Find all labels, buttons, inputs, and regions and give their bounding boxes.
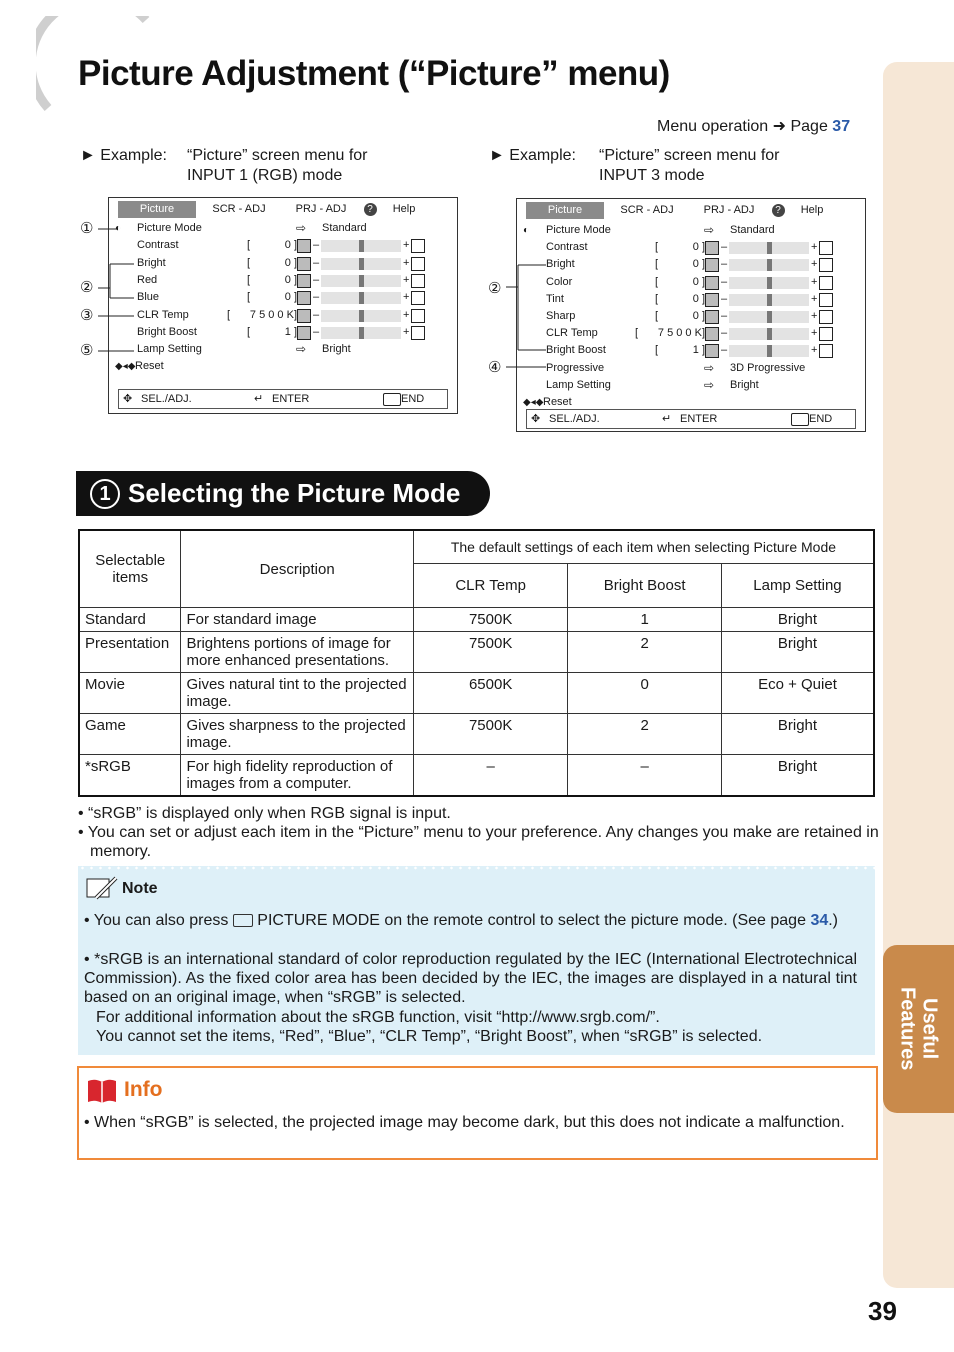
- osd-rgb-footer: [118, 389, 448, 409]
- example-input3-caption: [489, 146, 780, 184]
- item-cell: Presentation: [79, 632, 181, 673]
- help-icon: ?: [768, 202, 788, 219]
- osd-row[interactable]: [517, 378, 865, 395]
- lamp-setting-cell: Eco + Quiet: [721, 673, 874, 714]
- example-rgb-prefix: ► Example:: [80, 147, 167, 164]
- table-row: [79, 755, 874, 797]
- osd-input3-callout-lines: [504, 230, 548, 370]
- row-icon: ◐: [523, 225, 530, 236]
- osd-input3-footer: [526, 409, 856, 429]
- osd-rgb-tab-scr-adj[interactable]: SCR - ADJ: [212, 203, 266, 215]
- osd-input3-footer-enter: ENTER: [680, 413, 718, 425]
- osd-rgb-callout-lines: [96, 220, 136, 360]
- table-head-selectable: Selectable items: [79, 530, 181, 608]
- row-minus: –: [721, 241, 728, 254]
- item-cell: *sRGB: [79, 755, 181, 797]
- osd-row[interactable]: [517, 309, 865, 326]
- note-p3: For additional information about the sRGB function, visit “http://www.srgb.com/”.: [96, 1009, 660, 1026]
- osd-row[interactable]: [517, 361, 865, 378]
- osd-row[interactable]: [109, 325, 457, 342]
- row-bracket: [: [247, 291, 251, 304]
- arrow-right-icon: ⇨: [296, 342, 307, 357]
- level-swatch-icon: [705, 258, 719, 272]
- slider-knob[interactable]: [767, 328, 772, 340]
- arrow-right-icon: ⇨: [704, 223, 715, 237]
- info-book-icon: [86, 1078, 118, 1104]
- osd-row[interactable]: [517, 292, 865, 309]
- clr-temp-cell: 7500K: [413, 714, 568, 755]
- lamp-setting-cell: Bright: [721, 632, 874, 673]
- level-swatch-icon: [705, 327, 719, 341]
- row-value: 7 5 0 0 K]: [249, 308, 297, 321]
- remote-button-icon: [233, 914, 253, 927]
- info-text-body: When “sRGB” is selected, the projected image may become dark, but this does not indicate a malfunction.: [94, 1114, 845, 1131]
- row-label: Sharp: [546, 310, 576, 322]
- level-swatch-icon: [705, 310, 719, 324]
- row-bracket: [: [655, 275, 659, 288]
- bullet-adjust-text: You can set or adjust each item in the “Picture” menu to your preference. Any changes you make are retained in memory.: [87, 824, 879, 860]
- row-slider[interactable]: [321, 258, 401, 270]
- row-slider[interactable]: [321, 327, 401, 339]
- slider-knob[interactable]: [767, 277, 772, 289]
- row-setting: Standard: [322, 222, 367, 234]
- slider-knob[interactable]: [767, 311, 772, 323]
- row-value: 0 ]: [284, 291, 297, 304]
- bright-boost-cell: 2: [568, 632, 722, 673]
- row-plus: +: [811, 292, 818, 305]
- row-label: Lamp Setting: [137, 343, 202, 356]
- end-icon: [791, 413, 809, 426]
- callout-4: ④: [488, 359, 502, 376]
- bright-boost-cell: 2: [568, 714, 722, 755]
- row-setting: Bright: [730, 378, 759, 391]
- row-bracket: [: [635, 327, 639, 340]
- row-label: Red: [137, 273, 158, 286]
- side-tab-label: Useful Features: [896, 987, 941, 1071]
- clr-temp-cell: 6500K: [413, 673, 568, 714]
- example-rgb-line1: “Picture” screen menu for: [187, 147, 368, 164]
- end-icon: [383, 393, 401, 406]
- row-plus: +: [811, 241, 818, 254]
- level-swatch-icon: [297, 274, 311, 288]
- row-bracket: [: [655, 241, 659, 254]
- osd-rgb-tab-prj-adj[interactable]: PRJ - ADJ: [295, 203, 347, 215]
- example-input3-line2: INPUT 3 mode: [599, 167, 705, 184]
- sel-adj-icon: ✥: [531, 413, 541, 425]
- table-row: [79, 632, 874, 673]
- row-slider[interactable]: [729, 311, 809, 323]
- example-input3-line1: “Picture” screen menu for: [599, 147, 780, 164]
- slider-knob[interactable]: [359, 292, 364, 304]
- slider-knob[interactable]: [767, 242, 772, 254]
- info-text: • When “sRGB” is selected, the projected image may become dark, but this does not indicate a malfunction.: [84, 1114, 845, 1131]
- osd-row[interactable]: [109, 308, 457, 325]
- callout-5: ⑤: [80, 342, 94, 359]
- note-p2-text: *sRGB is an international standard of color reproduction regulated by the IEC (International Electrotechnical Commission). As the fixed color area has been decided by the IEC, the images are displayed in a natural tint based on an original image, when “sRGB” is selected.: [84, 951, 858, 1007]
- arrow-right-icon: ⇨: [296, 221, 307, 235]
- row-plus: +: [811, 275, 818, 288]
- example-rgb-line2: INPUT 1 (RGB) mode: [187, 167, 343, 184]
- item-cell: Movie: [79, 673, 181, 714]
- slider-knob[interactable]: [767, 259, 772, 271]
- level-swatch-icon: [705, 276, 719, 290]
- row-plus: +: [811, 258, 818, 271]
- row-minus: –: [313, 239, 320, 252]
- level-swatch-icon: [705, 293, 719, 307]
- reset-icon: ◆◂◆: [115, 361, 136, 373]
- osd-input3-tab-prj-adj[interactable]: PRJ - ADJ: [703, 204, 755, 216]
- row-label: Picture Mode: [137, 222, 202, 234]
- note-p1-c: .): [828, 912, 839, 929]
- osd-row[interactable]: [109, 359, 457, 376]
- desc-cell: Brightens portions of image for more enhanced presentations.: [181, 632, 413, 673]
- enter-icon: ↵: [254, 393, 264, 405]
- osd-rgb-screen: [108, 197, 458, 414]
- level-swatch-icon: [297, 257, 311, 271]
- row-value: 0 ]: [284, 273, 297, 286]
- callout-2: ②: [80, 279, 94, 296]
- table-head-group: The default settings of each item when selecting Picture Mode: [413, 530, 874, 563]
- row-bracket: [: [247, 325, 251, 338]
- osd-row[interactable]: [109, 342, 457, 359]
- row-slider[interactable]: [729, 294, 809, 306]
- osd-row[interactable]: [109, 256, 457, 273]
- row-plus: +: [403, 291, 410, 304]
- osd-rgb-footer-end: END: [401, 393, 425, 405]
- info-title: Info: [124, 1078, 163, 1101]
- reset-icon: ◆◂◆: [523, 397, 544, 408]
- row-value: 0 ]: [692, 258, 705, 271]
- slider-knob[interactable]: [359, 310, 364, 322]
- level-swatch-icon: [411, 326, 425, 340]
- row-slider[interactable]: [321, 240, 401, 252]
- osd-input3-tab-picture[interactable]: Picture: [526, 202, 604, 219]
- row-label: Lamp Setting: [546, 378, 611, 391]
- row-minus: –: [721, 327, 728, 340]
- row-bracket: [: [247, 256, 251, 269]
- level-swatch-icon: [705, 344, 719, 358]
- slider-knob[interactable]: [359, 275, 364, 287]
- desc-cell: Gives sharpness to the projected image.: [181, 714, 413, 755]
- row-plus: +: [811, 327, 818, 340]
- bullet-srgb-text: “sRGB” is displayed only when RGB signal is input.: [88, 805, 451, 822]
- osd-row[interactable]: [517, 343, 865, 360]
- row-plus: +: [403, 325, 410, 338]
- table-row: [79, 673, 874, 714]
- level-swatch-icon: [819, 344, 833, 358]
- callout-3: ③: [80, 307, 94, 324]
- row-value: 0 ]: [692, 310, 705, 322]
- level-swatch-icon: [411, 274, 425, 288]
- row-label: Reset: [543, 396, 572, 408]
- row-plus: +: [811, 310, 818, 322]
- arrow-right-icon: ⇨: [704, 360, 715, 375]
- row-slider[interactable]: [729, 328, 809, 340]
- picture-mode-table: [78, 529, 875, 797]
- note-p2: • *sRGB is an international standard of color reproduction regulated by the IEC (International Electrotechnical Commission). As the fixed color area has been decided by the IEC, the images are displayed in a natural tint based on an original image, when “sRGB” is selected.: [84, 951, 858, 1007]
- note-page-link[interactable]: 34: [810, 912, 829, 929]
- row-label: Blue: [137, 291, 160, 304]
- row-bracket: [: [655, 344, 659, 357]
- section-header: [90, 471, 460, 516]
- bright-boost-cell: –: [568, 755, 722, 797]
- level-swatch-icon: [819, 258, 833, 272]
- clr-temp-cell: 7500K: [413, 608, 568, 632]
- osd-row[interactable]: [517, 326, 865, 343]
- row-label: Contrast: [137, 239, 179, 252]
- osd-input3-tab-help[interactable]: Help: [800, 204, 824, 216]
- bullet-srgb: • “sRGB” is displayed only when RGB signal is input.: [78, 805, 451, 822]
- menu-operation-page-link[interactable]: 37: [832, 118, 851, 135]
- row-slider[interactable]: [729, 277, 809, 289]
- osd-rgb-tab-picture[interactable]: Picture: [118, 201, 196, 218]
- row-minus: –: [313, 308, 320, 321]
- row-value: 7 5 0 0 K]: [657, 327, 705, 340]
- row-minus: –: [721, 310, 728, 322]
- item-cell: Standard: [79, 608, 181, 632]
- row-label: Tint: [546, 292, 564, 305]
- row-bracket: [: [247, 273, 251, 286]
- row-label: Contrast: [546, 241, 588, 254]
- row-value: 0 ]: [692, 275, 705, 288]
- row-bracket: [: [247, 239, 251, 252]
- note-box-dots: [78, 866, 875, 870]
- row-minus: –: [721, 275, 728, 288]
- clr-temp-cell: –: [413, 755, 568, 797]
- clr-temp-cell: 7500K: [413, 632, 568, 673]
- note-p1-a: You can also press: [93, 912, 229, 929]
- row-bracket: [: [655, 258, 659, 271]
- side-tab-label-wrap: [883, 945, 954, 1113]
- row-label: Bright: [137, 256, 166, 269]
- table-row: [79, 608, 874, 632]
- level-swatch-icon: [705, 241, 719, 255]
- row-minus: –: [721, 344, 728, 357]
- menu-operation-ref: [657, 117, 850, 137]
- level-swatch-icon: [819, 276, 833, 290]
- level-swatch-icon: [411, 239, 425, 253]
- osd-row[interactable]: [109, 238, 457, 255]
- row-minus: –: [313, 256, 320, 269]
- row-label: Progressive: [546, 361, 605, 374]
- row-slider[interactable]: [729, 259, 809, 271]
- row-label: Bright Boost: [546, 344, 606, 357]
- desc-cell: For standard image: [181, 608, 413, 632]
- osd-row[interactable]: [517, 275, 865, 292]
- osd-row[interactable]: [517, 223, 865, 240]
- row-minus: –: [721, 292, 728, 305]
- sel-adj-icon: ✥: [123, 393, 133, 405]
- enter-icon: ↵: [662, 413, 672, 425]
- row-minus: –: [313, 325, 320, 338]
- row-plus: +: [403, 256, 410, 269]
- osd-input3-tab-scr-adj[interactable]: SCR - ADJ: [620, 204, 674, 216]
- osd-input3-footer-end: END: [809, 413, 833, 425]
- level-swatch-icon: [297, 239, 311, 253]
- table-head-description: Description: [181, 530, 413, 608]
- row-minus: –: [721, 258, 728, 271]
- table-head-clr-temp: CLR Temp: [413, 563, 568, 607]
- row-label: Bright: [546, 258, 575, 271]
- page-title: Picture Adjustment (“Picture” menu): [78, 54, 670, 93]
- row-value: 0 ]: [692, 292, 705, 305]
- row-slider[interactable]: [729, 242, 809, 254]
- example-rgb-caption: [80, 146, 368, 184]
- row-setting: Bright: [322, 343, 351, 356]
- row-value: 0 ]: [692, 241, 705, 254]
- osd-rgb-footer-enter: ENTER: [272, 393, 310, 405]
- note-pencil-icon: [86, 876, 122, 902]
- row-label: Color: [546, 275, 573, 288]
- level-swatch-icon: [411, 291, 425, 305]
- bullet-adjust: • You can set or adjust each item in the “Picture” menu to your preference. Any changes you make are retained in memory.: [78, 824, 879, 860]
- slider-knob[interactable]: [359, 240, 364, 252]
- level-swatch-icon: [297, 291, 311, 305]
- row-plus: +: [403, 308, 410, 321]
- level-swatch-icon: [411, 309, 425, 323]
- table-body: [79, 608, 874, 797]
- slider-knob[interactable]: [767, 294, 772, 306]
- callout-2b: ②: [488, 280, 502, 297]
- level-swatch-icon: [819, 327, 833, 341]
- level-swatch-icon: [297, 326, 311, 340]
- row-setting: 3D Progressive: [730, 361, 806, 374]
- row-value: 0 ]: [284, 239, 297, 252]
- row-value: 1 ]: [692, 344, 705, 357]
- row-minus: –: [313, 291, 320, 304]
- note-p1-b: PICTURE MODE on the remote control to select the picture mode. (See page: [257, 912, 806, 929]
- menu-operation-text: Menu operation ➜ Page: [657, 118, 833, 135]
- level-swatch-icon: [819, 310, 833, 324]
- row-bracket: [: [227, 308, 231, 321]
- lamp-setting-cell: Bright: [721, 608, 874, 632]
- row-value: 0 ]: [284, 256, 297, 269]
- osd-input3-tabs: [526, 202, 836, 219]
- row-slider[interactable]: [321, 292, 401, 304]
- slider-knob[interactable]: [767, 345, 772, 357]
- osd-row[interactable]: [109, 221, 457, 238]
- arrow-right-icon: ⇨: [704, 377, 715, 392]
- row-icon: ◐: [115, 223, 122, 234]
- osd-row[interactable]: [517, 240, 865, 257]
- level-swatch-icon: [297, 309, 311, 323]
- osd-row[interactable]: [109, 290, 457, 307]
- lamp-setting-cell: Bright: [721, 755, 874, 797]
- page-number: 39: [868, 1296, 897, 1326]
- osd-input3-screen: [516, 198, 866, 432]
- row-label: CLR Temp: [137, 308, 189, 321]
- table-head-bright-boost: Bright Boost: [568, 563, 722, 607]
- desc-cell: Gives natural tint to the projected image.: [181, 673, 413, 714]
- example-input3-prefix: ► Example:: [489, 147, 576, 164]
- osd-rgb-tab-help[interactable]: Help: [392, 203, 416, 215]
- level-swatch-icon: [819, 293, 833, 307]
- osd-row[interactable]: [109, 273, 457, 290]
- row-setting: Standard: [730, 224, 775, 236]
- row-minus: –: [313, 273, 320, 286]
- desc-cell: For high fidelity reproduction of images from a computer.: [181, 755, 413, 797]
- table-row: [79, 714, 874, 755]
- row-plus: +: [811, 344, 818, 357]
- table-head-lamp-setting: Lamp Setting: [721, 563, 874, 607]
- osd-rgb-tabs: [118, 201, 428, 218]
- row-value: 1 ]: [284, 325, 297, 338]
- row-bracket: [: [655, 310, 659, 322]
- note-title: Note: [122, 880, 158, 897]
- callout-1: ①: [80, 220, 94, 237]
- osd-rgb-footer-sel: SEL./ADJ.: [141, 393, 192, 405]
- osd-row[interactable]: [517, 257, 865, 274]
- note-p1: • You can also press PICTURE MODE on the remote control to select the picture mode. (See page 34.): [84, 912, 839, 929]
- level-swatch-icon: [411, 257, 425, 271]
- item-cell: Game: [79, 714, 181, 755]
- note-p4: You cannot set the items, “Red”, “Blue”, “CLR Temp”, “Bright Boost”, when “sRGB” is selected.: [96, 1028, 763, 1045]
- level-swatch-icon: [819, 241, 833, 255]
- bright-boost-cell: 1: [568, 608, 722, 632]
- section-number: 1: [90, 479, 120, 509]
- row-label: CLR Temp: [546, 327, 598, 340]
- row-slider[interactable]: [321, 275, 401, 287]
- row-plus: +: [403, 239, 410, 252]
- row-slider[interactable]: [729, 345, 809, 357]
- osd-input3-footer-sel: SEL./ADJ.: [549, 413, 600, 425]
- slider-knob[interactable]: [359, 327, 364, 339]
- slider-knob[interactable]: [359, 258, 364, 270]
- section-title: Selecting the Picture Mode: [128, 478, 461, 508]
- row-plus: +: [403, 273, 410, 286]
- bright-boost-cell: 0: [568, 673, 722, 714]
- row-bracket: [: [655, 292, 659, 305]
- help-icon: ?: [360, 201, 380, 218]
- row-label: Picture Mode: [546, 224, 611, 236]
- row-label: Bright Boost: [137, 325, 197, 338]
- lamp-setting-cell: Bright: [721, 714, 874, 755]
- row-slider[interactable]: [321, 310, 401, 322]
- row-label: Reset: [135, 360, 164, 373]
